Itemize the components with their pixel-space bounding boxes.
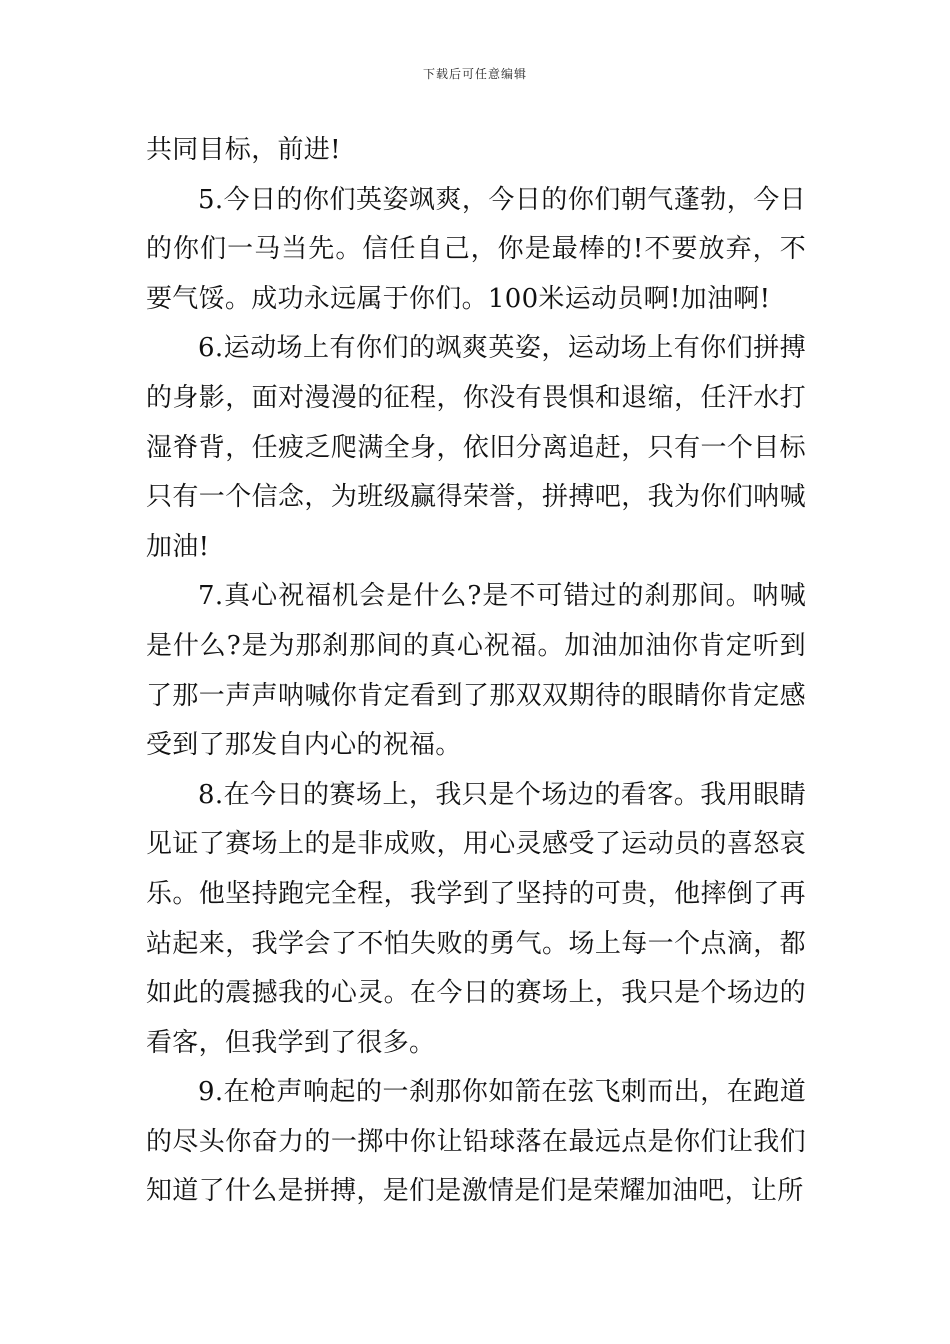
page-header-note: 下载后可任意编辑 [422,67,527,81]
document-body [146,126,806,1217]
paragraph-continuation: 共同目标，前进! [146,135,341,165]
paragraph-item-8: 8.在今日的赛场上，我只是个场边的看客。我用眼睛见证了赛场上的是非成败，用心灵感受了运动员的喜怒哀乐。他坚持跑完全程，我学到了坚持的可贵，他摔倒了再站起来，我学会了不怕失败的勇气。场上每一个点滴，都如此的震撼我的心灵。在今日的赛场上，我只是个场边的看客，但我学到了很多。 [146,779,806,1058]
paragraph-item-9: 9.在枪声响起的一刹那你如箭在弦飞刺而出，在跑道的尽头你奋力的一掷中你让铅球落在最远点是你们让我们知道了什么是拼搏，是们是激情是们是荣耀加油吧，让所 [146,1077,806,1207]
paragraph-item-7: 7.真心祝福机会是什么?是不可错过的刹那间。呐喊是什么?是为那刹那间的真心祝福。加油加油你肯定听到了那一声声呐喊你肯定看到了那双双期待的眼睛你肯定感受到了那发自内心的祝福。 [146,581,806,761]
paragraph-item-5: 5.今日的你们英姿飒爽，今日的你们朝气蓬勃，今日的你们一马当先。信任自己，你是最棒的!不要放弃，不要气馁。成功永远属于你们。100米运动员啊!加油啊! [146,184,806,314]
paragraph-item-6: 6.运动场上有你们的飒爽英姿，运动场上有你们拼搏的身影，面对漫漫的征程，你没有畏惧和退缩，任汗水打湿脊背，任疲乏爬满全身，依旧分离追赶，只有一个目标只有一个信念，为班级赢得荣誉，拼搏吧，我为你们呐喊加油! [146,333,806,562]
